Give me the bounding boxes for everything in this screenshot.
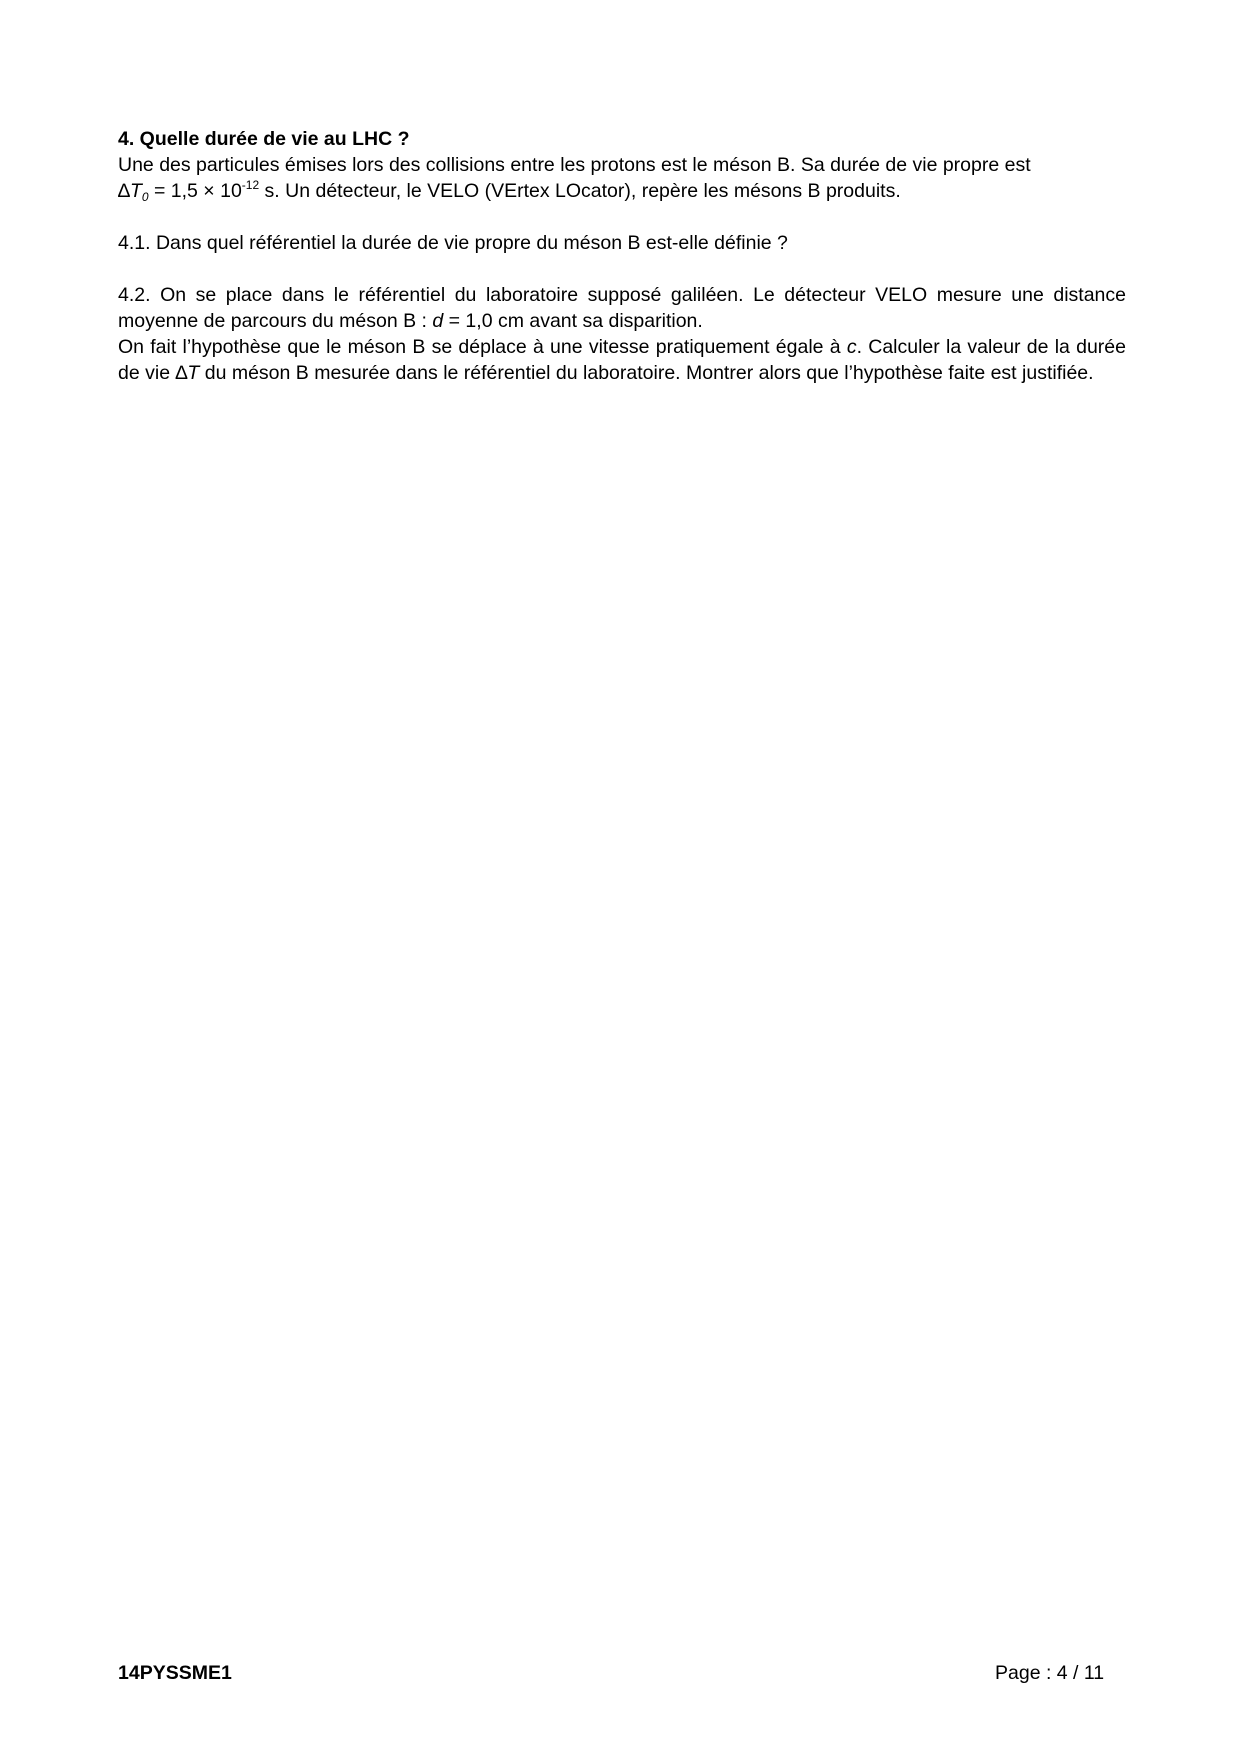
- footer-code: 14PYSSME1: [118, 1662, 232, 1684]
- delta-symbol: ∆: [118, 180, 130, 202]
- delta-symbol: ∆: [175, 362, 188, 384]
- q42-part4: . Calculer la valeur de la durée de vie: [118, 336, 1126, 384]
- variable-d: d: [432, 310, 444, 332]
- section-title: 4. Quelle durée de vie au LHC ?: [118, 128, 410, 150]
- variable-T: T: [129, 180, 142, 202]
- exponent: -12: [241, 178, 260, 192]
- spacer: [118, 204, 1126, 230]
- q42-part1: 4.2. On se place dans le référentiel du laboratoire supposé galiléen. Le détecteur VELO mesure une distance moyenne de parcours du méson B :: [118, 284, 1126, 332]
- intro-line: Une des particules émises lors des collisions entre les protons est le méson B. Sa durée de vie propre est: [118, 154, 1031, 176]
- variable-c: c: [846, 336, 857, 358]
- subscript-zero: 0: [141, 190, 149, 204]
- q42-part2: = 1,0 cm avant sa disparition.: [443, 310, 703, 332]
- intro-tail: s. Un détecteur, le VELO (VErtex LOcator), repère les mésons B produits.: [259, 180, 901, 202]
- question-4-2: [118, 282, 1126, 386]
- equation-value: = 1,5 × 10: [148, 180, 242, 202]
- question-4-1: 4.1. Dans quel référentiel la durée de vie propre du méson B est-elle définie ?: [118, 232, 788, 254]
- spacer: [118, 256, 1126, 282]
- q42-part5: du méson B mesurée dans le référentiel du laboratoire. Montrer alors que l’hypothèse faite est justifiée.: [199, 362, 1094, 384]
- footer-page-number: Page : 4 / 11: [995, 1662, 1105, 1684]
- variable-T: T: [187, 362, 200, 384]
- intro-paragraph: [118, 152, 1126, 204]
- page-content: [118, 126, 1126, 386]
- q42-part3: On fait l’hypothèse que le méson B se déplace à une vitesse pratiquement égale à: [118, 336, 847, 358]
